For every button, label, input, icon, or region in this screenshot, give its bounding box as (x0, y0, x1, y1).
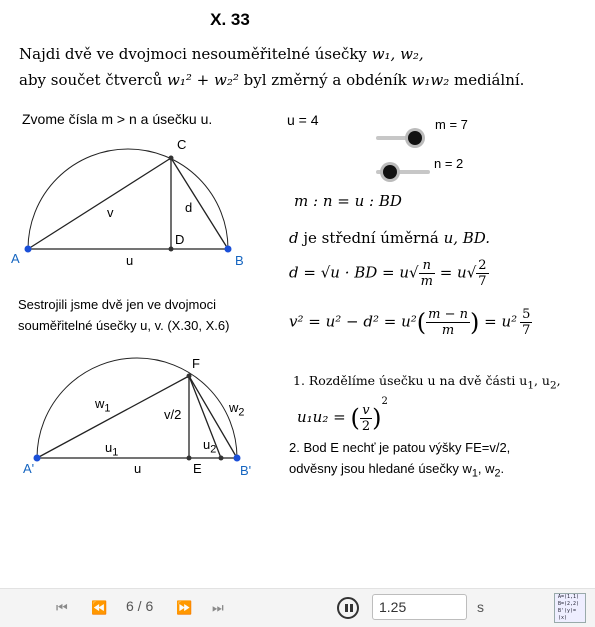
segment-d-label: d (185, 200, 193, 215)
v-squared-formula: v² = u² − d² = u²( $\frac{m - n}{m}$ ) = u² $\frac{5}{7}$ (289, 307, 531, 338)
point-e (187, 456, 192, 461)
segment-u-label: u (126, 253, 134, 268)
segment-v-label: v (107, 205, 114, 220)
point-b-prime[interactable] (234, 455, 241, 462)
n-slider-label: n = 2 (434, 156, 464, 171)
label-b-prime: B' (240, 463, 252, 478)
intro-text: Zvome čísla m > n a úsečku u. (22, 111, 213, 127)
point-b[interactable] (225, 246, 232, 253)
step2-line2: odvěsny jsou hledané úsečky $w_1$, $w_2$. (289, 461, 505, 480)
m-slider-label: m = 7 (435, 117, 468, 132)
u-value-label: u = 4 (287, 112, 319, 128)
problem-statement-line1: Najdi dvě ve dvojmoci nesouměřitelné úsečky w₁, w₂, (19, 45, 424, 63)
middle-text-line1: Sestrojili jsme dvě jen ve dvojmoci (18, 297, 216, 312)
middle-text-line2: souměřitelné úsečky u, v. (X.30, X.6) (18, 318, 230, 333)
label-d: D (175, 232, 185, 247)
top-construction-figure (0, 0, 595, 300)
product-formula: u₁u₂ = ( $\frac{v}{2}$ )$^2$ (297, 396, 388, 434)
segment-u1-label: $u_1$ (105, 440, 119, 459)
previous-step-icon[interactable]: ⏪ (91, 600, 108, 615)
problem-statement-line2: aby součet čtverců w₁² + w₂² byl změrný a obdéník w₁w₂ mediální. (19, 71, 525, 89)
last-step-icon[interactable]: ⏭ (212, 600, 224, 615)
page-title: X. 33 (210, 10, 250, 29)
segment-v-half-label: v/2 (164, 407, 182, 422)
label-a: A (11, 251, 20, 266)
mean-proportional-text: d je střední úměrná u, BD. (289, 229, 491, 247)
label-f: F (192, 356, 200, 371)
segment-w2-label: $w_2$ (229, 400, 245, 419)
label-c: C (177, 137, 187, 152)
point-c (169, 156, 174, 161)
pause-icon[interactable] (337, 597, 359, 619)
step-indicator: 6 / 6 (126, 598, 154, 614)
speed-unit: s (477, 599, 484, 615)
first-step-icon[interactable]: ⏮ (56, 600, 68, 615)
point-d (169, 247, 174, 252)
point-a-prime[interactable] (34, 455, 41, 462)
step1-text: 1. Rozdělíme úsečku u na dvě části $u_1$, $u_2$, (293, 373, 561, 392)
algebra-view-icon[interactable]: A=(1,1) B=(2,2) B'(y)=(x) (554, 593, 586, 623)
next-step-icon[interactable]: ⏩ (176, 600, 193, 615)
segment-u2-label: $u_2$ (203, 437, 217, 456)
label-e: E (193, 461, 202, 476)
step2-line1: 2. Bod E nechť je patou výšky FE=v/2, (289, 440, 511, 455)
label-b: B (235, 253, 244, 268)
point-f (187, 374, 192, 379)
split-point (219, 456, 224, 461)
segment-w1-label: $w_1$ (95, 396, 111, 415)
navigation-bar (0, 588, 595, 627)
segment-u-bottom-label: u (134, 461, 142, 476)
label-a-prime: A' (23, 461, 35, 476)
d-formula: d = √u · BD = u√ $\frac{n}{m}$ = u√ $\frac{2}{7}$ (289, 258, 487, 289)
ratio-formula: m : n = u : BD (294, 192, 402, 210)
point-a[interactable] (25, 246, 32, 253)
speed-input[interactable] (372, 594, 467, 620)
